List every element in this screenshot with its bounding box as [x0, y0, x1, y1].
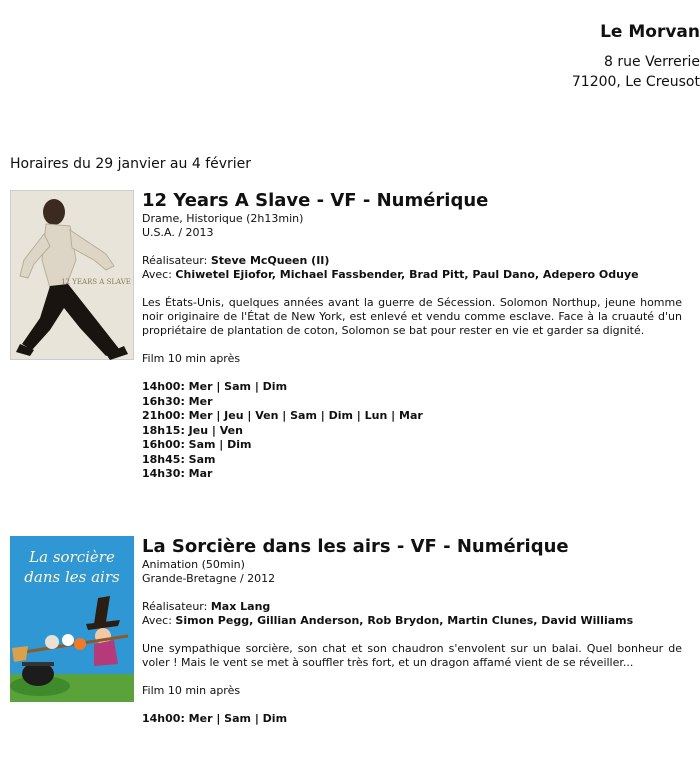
director-label: Réalisateur: — [142, 254, 208, 267]
showtimes-list — [142, 380, 690, 482]
film-cast — [142, 268, 690, 282]
film-info — [142, 190, 690, 482]
film-country-year: U.S.A. / 2013 — [142, 226, 214, 239]
showtime-row: 21h00: Mer | Jeu | Ven | Sam | Dim | Lun | Mar — [142, 409, 423, 422]
showtime-row: 14h00: Mer | Sam | Dim — [142, 380, 288, 393]
poster-image — [10, 536, 134, 702]
cast-names: Simon Pegg, Gillian Anderson, Rob Brydon, Martin Clunes, David Williams — [175, 614, 634, 627]
showtime-row: 16h00: Sam | Dim — [142, 438, 252, 451]
cinema-name: Le Morvan — [600, 22, 700, 42]
director-name: Max Lang — [210, 600, 271, 613]
film-title: La Sorcière dans les airs - VF - Numérique — [142, 536, 569, 557]
film-note: Film 10 min après — [142, 684, 241, 697]
film-synopsis: Les États-Unis, quelques années avant la guerre de Sécession. Solomon Northup, jeune homme noir originaire de l'État de New York, est enlevé et vendu comme esclave. Face à la cruauté d'un propriétaire de plantation de coton, Solomon se bat pour rester en vie et garder sa dignité. — [142, 296, 682, 337]
poster-image — [10, 190, 134, 360]
film-synopsis: Une sympathique sorcière, son chat et son chaudron s'envolent sur un balai. Quel bonheur de voler ! Mais le vent se met à souffler très fort, et un dragon affamé vient de se réveiller... — [142, 642, 682, 669]
cast-label: Avec: — [142, 614, 172, 627]
film-genre: Animation (50min) — [142, 558, 245, 571]
cinema-address-line1: 8 rue Verrerie — [604, 54, 700, 70]
cinema-address-line2: 71200, Le Creusot — [571, 74, 700, 90]
showtime-row: 14h00: Mer | Sam | Dim — [142, 712, 288, 725]
poster-title-text: La sorcière — [29, 548, 115, 566]
film-title: 12 Years A Slave - VF - Numérique — [142, 190, 489, 211]
film-entry — [10, 536, 690, 761]
showtimes-list — [142, 712, 690, 727]
film-country-year: Grande-Bretagne / 2012 — [142, 572, 276, 585]
showtime-row: 16h30: Mer — [142, 394, 213, 408]
film-cast — [142, 614, 690, 628]
poster-title-text: dans les airs — [24, 568, 120, 586]
showtime-row: 14h30: Mar — [142, 467, 213, 480]
film-poster — [10, 536, 134, 702]
showtime-row: 18h45: Sam — [142, 452, 216, 466]
schedule-period: Horaires du 29 janvier au 4 février — [10, 156, 252, 172]
film-info — [142, 536, 690, 727]
director-name: Steve McQueen (II) — [210, 254, 330, 267]
director-label: Réalisateur: — [142, 600, 208, 613]
film-note: Film 10 min après — [142, 352, 241, 365]
poster-title-text: 12 YEARS A SLAVE — [61, 278, 131, 286]
film-director — [142, 600, 690, 614]
showtime-row: 18h15: Jeu | Ven — [142, 423, 243, 437]
film-entry — [10, 190, 690, 510]
film-genre: Drame, Historique (2h13min) — [142, 212, 304, 225]
film-poster — [10, 190, 134, 360]
cast-names: Chiwetel Ejiofor, Michael Fassbender, Brad Pitt, Paul Dano, Adepero Oduye — [175, 268, 639, 281]
cast-label: Avec: — [142, 268, 172, 281]
film-director — [142, 254, 690, 268]
